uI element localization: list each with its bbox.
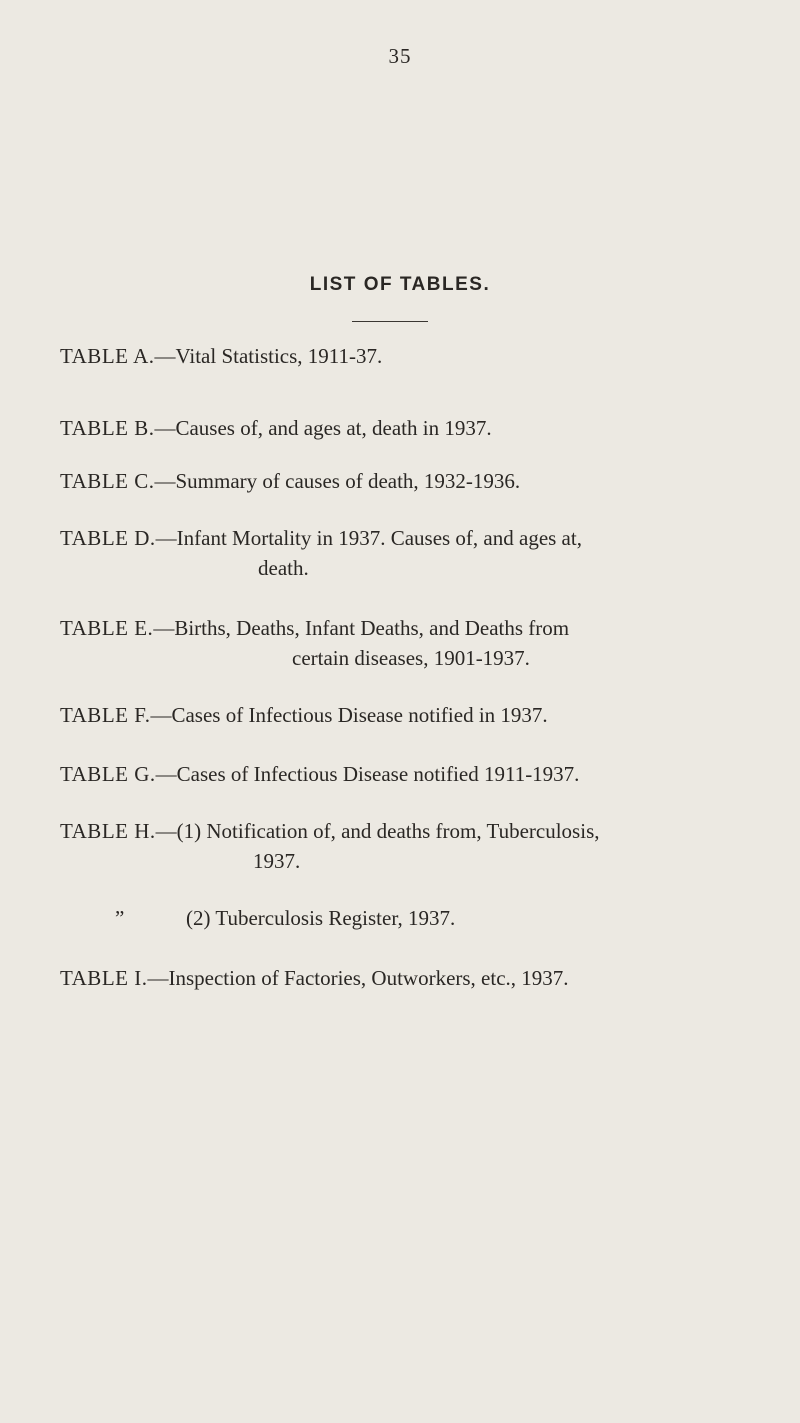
table-entry-h2 [60, 903, 750, 933]
page-number: 35 [388, 44, 412, 68]
table-entry-h [60, 816, 750, 876]
table-entry-b [60, 413, 750, 443]
table-description-continued: certain diseases, 1901-1937. [292, 646, 530, 670]
table-entry-i [60, 963, 750, 993]
table-description: —Summary of causes of death, 1932-1936. [154, 469, 521, 493]
table-entry-f [60, 700, 750, 730]
ditto-mark: ” [115, 906, 125, 930]
table-label: TABLE A. [60, 344, 155, 368]
table-label: TABLE H. [60, 819, 156, 843]
table-description-continued: 1937. [253, 849, 301, 873]
table-description: —Infant Mortality in 1937. Causes of, and ages at, [155, 526, 582, 550]
table-label: TABLE E. [60, 616, 154, 640]
table-description: —Births, Deaths, Infant Deaths, and Deaths from [153, 616, 570, 640]
table-description: —Inspection of Factories, Outworkers, etc., 1937. [147, 966, 569, 990]
table-description: —Cases of Infectious Disease notified 1911-1937. [155, 762, 580, 786]
table-entry-c [60, 466, 750, 496]
heading-divider [352, 321, 428, 322]
table-label: TABLE C. [60, 469, 155, 493]
table-label: TABLE B. [60, 416, 155, 440]
table-entry-e [60, 613, 750, 673]
table-description: —Causes of, and ages at, death in 1937. [154, 416, 492, 440]
table-description-continued: death. [258, 556, 309, 580]
table-entry-g [60, 759, 750, 789]
page-title: LIST OF TABLES. [309, 274, 491, 295]
table-entry-d [60, 523, 750, 583]
table-label: TABLE G. [60, 762, 156, 786]
table-label: TABLE D. [60, 526, 156, 550]
table-description: —Cases of Infectious Disease notified in 1937. [150, 703, 548, 727]
table-label: TABLE I. [60, 966, 148, 990]
table-description: —(1) Notification of, and deaths from, Tuberculosis, [155, 819, 600, 843]
table-description: (2) Tuberculosis Register, 1937. [186, 906, 456, 930]
table-label: TABLE F. [60, 703, 151, 727]
table-entry-a [60, 341, 750, 371]
table-description: —Vital Statistics, 1911-37. [154, 344, 383, 368]
